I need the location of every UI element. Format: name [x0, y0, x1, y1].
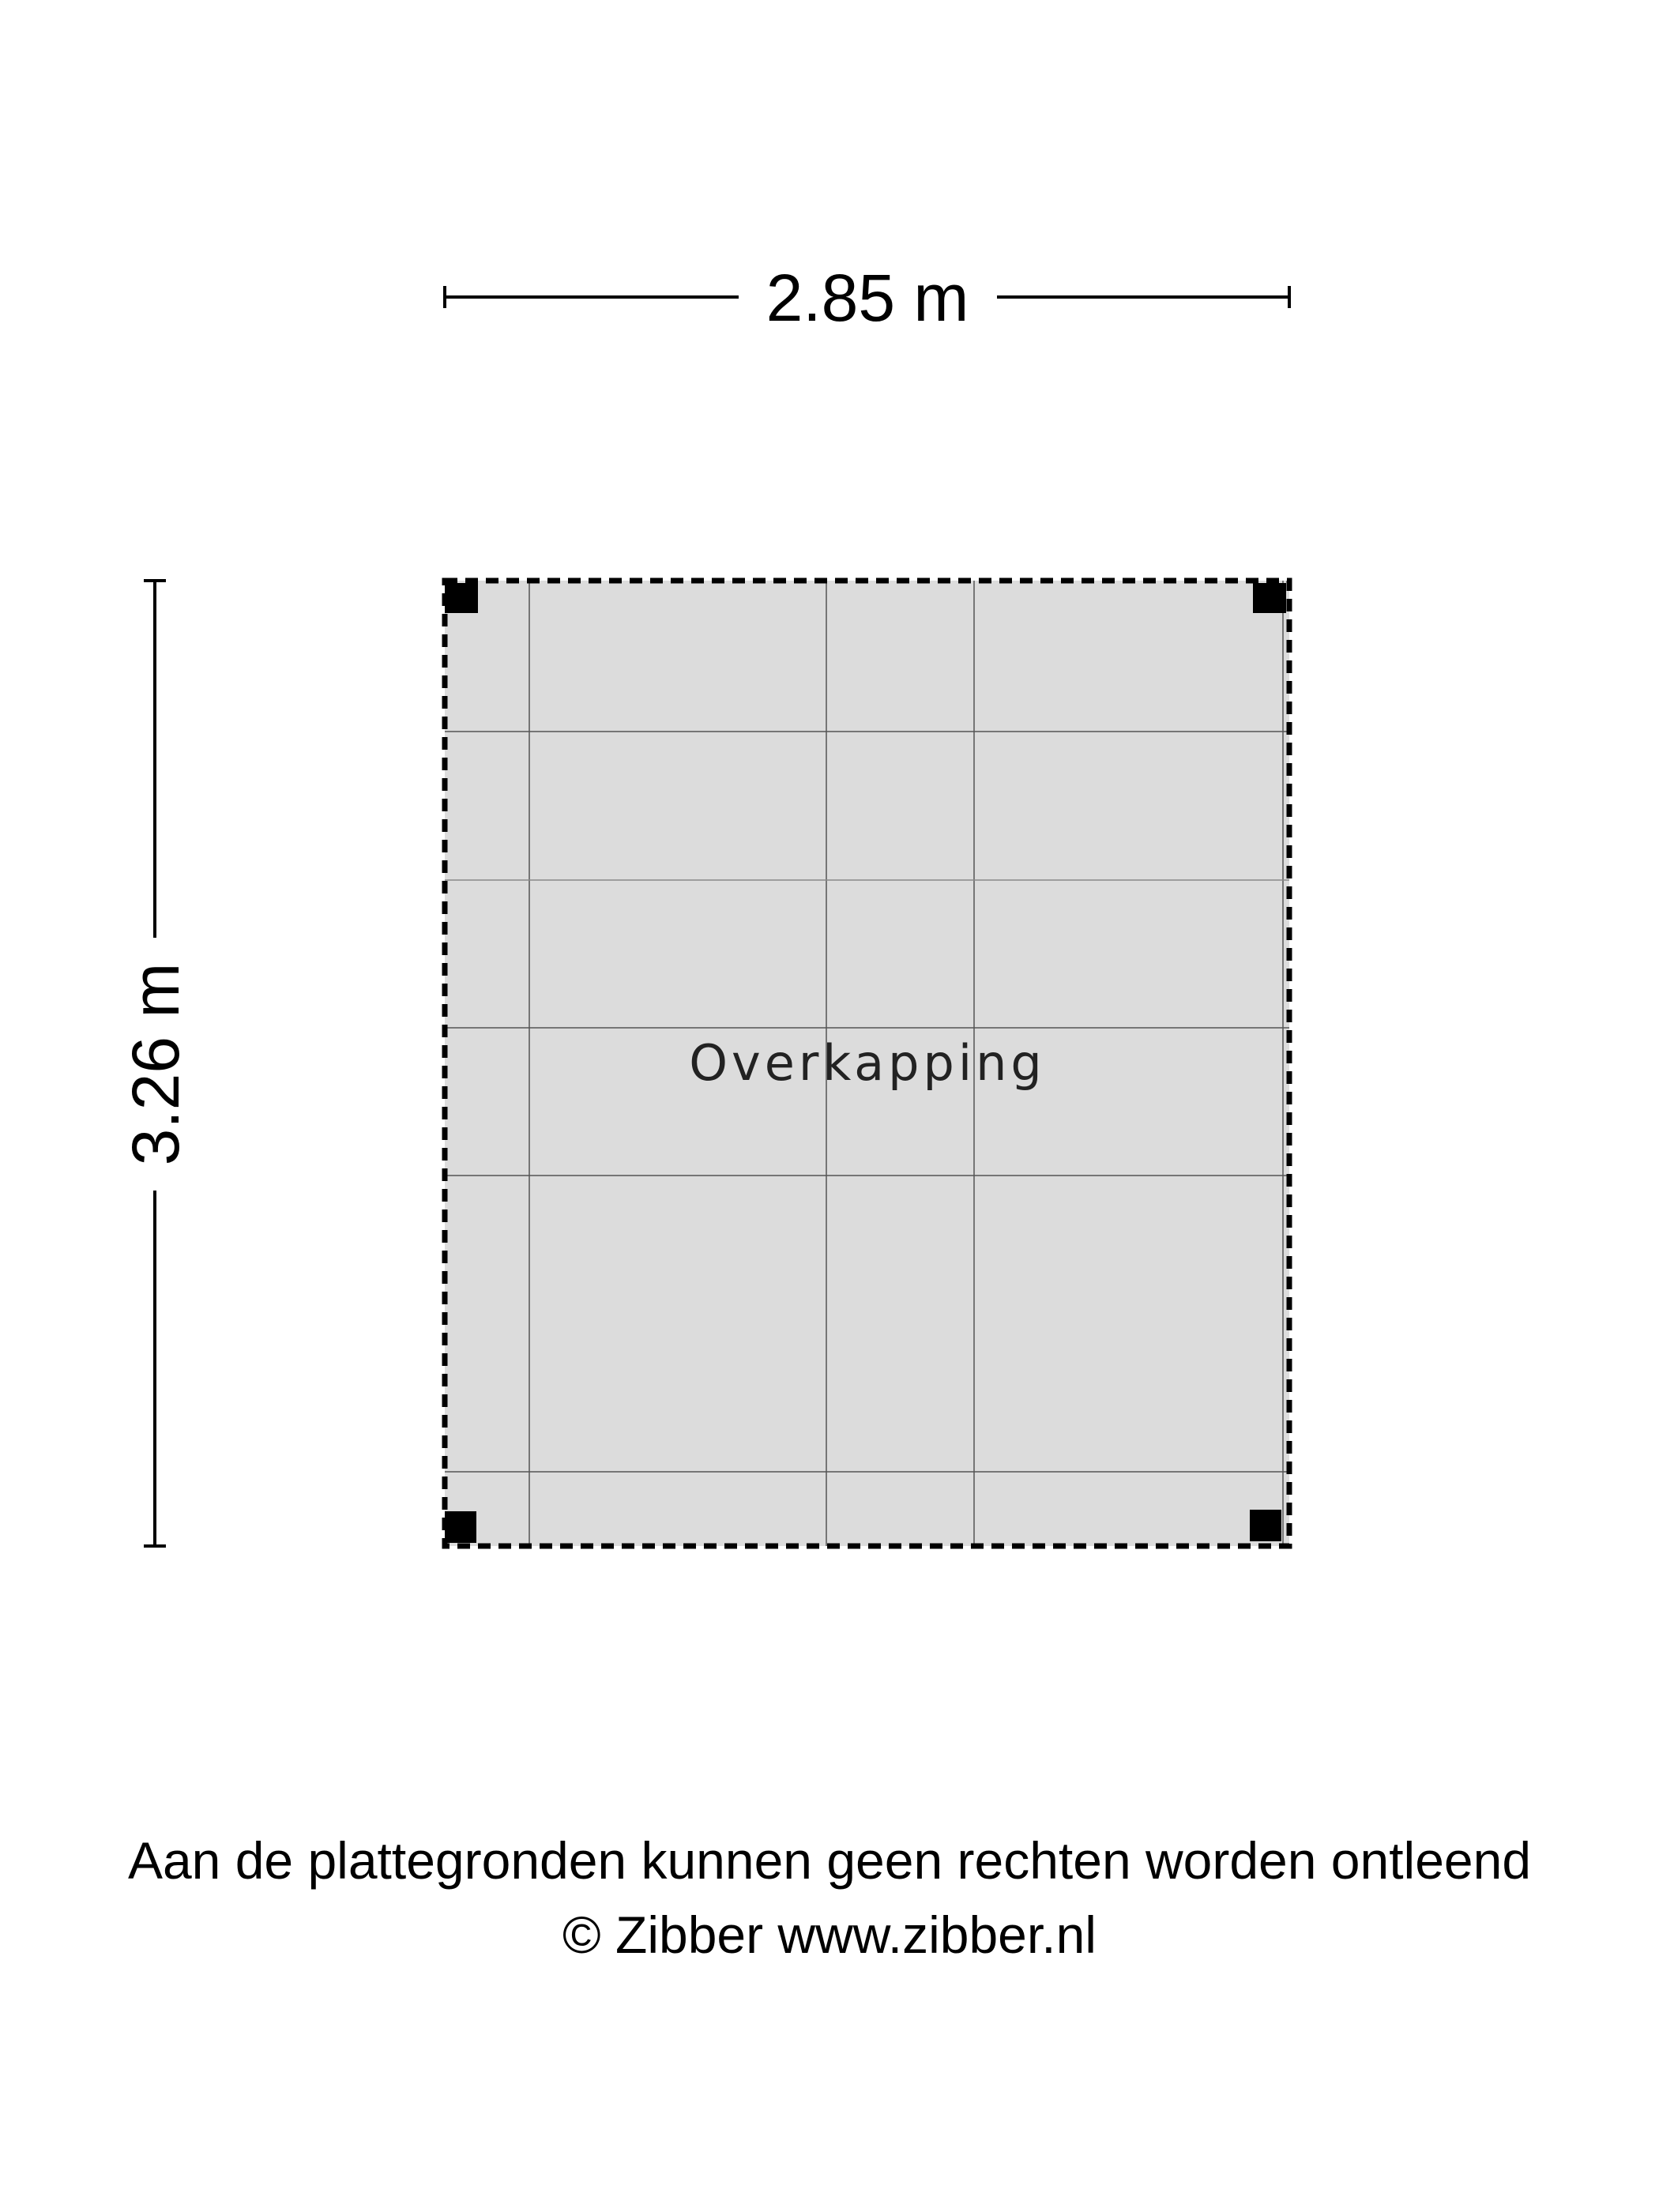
disclaimer-text: Aan de plattegronden kunnen geen rechten worden ontleend [127, 1831, 1532, 1890]
height-dimension-label: 3.26 m [118, 962, 193, 1166]
room-label: Overkapping [689, 1034, 1046, 1092]
copyright-text: © Zibber www.zibber.nl [562, 1905, 1097, 1964]
room-overkapping [445, 581, 1289, 1546]
corner-post-top-left [445, 583, 478, 613]
width-dimension [445, 261, 1289, 335]
height-dimension [118, 581, 193, 1546]
corner-post-bottom-right [1250, 1510, 1281, 1541]
corner-post-bottom-left [445, 1511, 476, 1543]
width-dimension-label: 2.85 m [766, 261, 969, 335]
corner-post-top-right [1253, 583, 1286, 613]
